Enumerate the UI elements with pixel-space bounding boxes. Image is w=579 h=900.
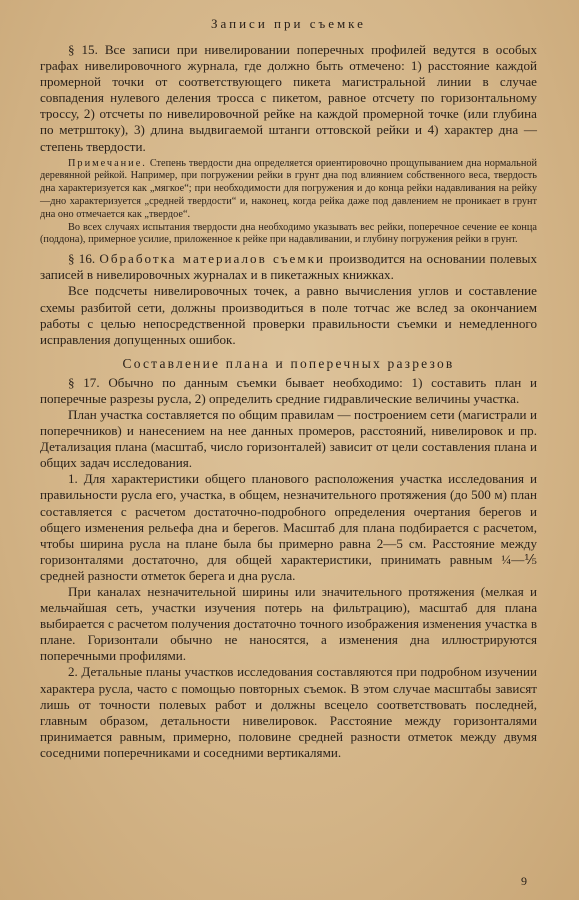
- paragraph-section-15: § 15. Все записи при нивелировании поперечных профилей ведутся в особых графах нивелировочного журнала, где должно быть отмечено: 1) расстояние каждой промерной точки от соответствующего пикета магистральной линии в случае совпадения нулевого деления тросса с пикетом, равное отсчету по горизонтальному троссу, 2) отсчеты по нивелировочной рейке на каждой промерной точке (или глубина по метрштоку), 3) длина выдвигаемой штанги оттовской рейки и 4) характер дна — степень твердости.: [40, 42, 537, 154]
- note-block: [40, 158, 537, 248]
- section-heading: Составление плана и поперечных разрезов: [122, 355, 455, 371]
- section-16-rest: производится на основании полевых записей в нивелировочных журналах и в пикетажных книжках.: [40, 251, 538, 283]
- section-16-spaced-title: Обработка материалов съемки: [99, 251, 326, 267]
- note-label: Примечание.: [68, 157, 147, 169]
- paragraph-section-16: [40, 251, 537, 283]
- note-paragraph: [40, 158, 537, 222]
- section-16-lead: § 16.: [68, 251, 96, 267]
- page-number: 9: [521, 874, 527, 888]
- paragraph-section-17: § 17. Обычно по данным съемки бывает необходимо: 1) составить план и поперечные разрезы русла, 2) определить средние гидравлические величины участка.: [40, 374, 537, 406]
- paragraph-item-1: 1. Для характеристики общего планового расположения участка исследования и правильности русла его, участка, в общем, незначительного протяжения (до 500 м) план составляется с расчетом достаточно-подробного определения очертания берегов и общего изменения рельефа дна и берегов. Масштаб для плана подбирается с расчетом, чтобы ширина русла на плане была бы примерно равна 2—5 см. Расстояние между горизонталями достаточно, для общей характеристики, принимать равным ¼—⅕ средней разности отметок берега и дна русла.: [40, 471, 537, 583]
- paragraph-canals: При каналах незначительной ширины или значительного протяжения (мелкая и мельчайшая сеть, участки изучения потерь на фильтрацию), масштаб для плана выбирается с расчетом получения достаточно точного изображения изменения участка в плане. Горизонтали обычно не наносятся, а изменения дна иллюстрируются поперечными профилями.: [40, 584, 537, 664]
- note-text: Степень твердости дна определяется ориентировочно прощупыванием дна нормальной деревянной рейкой. Например, при погружении рейки в грунт дна под влиянием собственного веса, твердость дна характеризуется как „мягкое“; при необходимости для погружения и до конца рейки надавливания на рейку—дно характеризуется „средней твердости“ и, наконец, когда рейка даже под давлением не проникает в грунт дна оно отмечается как „твердое“.: [40, 157, 538, 220]
- note-paragraph-2: Во всех случаях испытания твердости дна необходимо указывать вес рейки, поперечное сечение ее конца (поддона), примерное усилие, приложенное к рейке при надавливании, и глубину погружения рейки в грунт.: [40, 221, 537, 246]
- paragraph-item-2: 2. Детальные планы участков исследования составляются при подробном изучении характера русла, часто с помощью повторных съемок. В этом случае масштабы зависят лишь от точности полевых работ и должны всецело соответствовать последней, главным образом, детальности нивелировок. Расстояние между горизонталями принимается равным, примерно, половине средней разности отметок между двумя соседними поперечниками и соседними вертикалями.: [40, 664, 537, 760]
- paragraph-plan: План участка составляется по общим правилам — построением сети (магистрали и поперечников) и нанесением на нее данных промеров, расстояний, нивелировок и пр. Детализация плана (масштаб, число горизонталей) зависит от цели составления плана и общих задач исследования.: [40, 406, 537, 471]
- running-title: Записи при съемке: [211, 16, 366, 31]
- paragraph-section-16-cont: Все подсчеты нивелировочных точек, а равно вычисления углов и составление схемы разбитой сети, должны производиться в поле тотчас же вслед за окончанием работы с целью непосредственной проверки правильности съемки и немедленного исправления допущенных ошибок.: [40, 283, 537, 347]
